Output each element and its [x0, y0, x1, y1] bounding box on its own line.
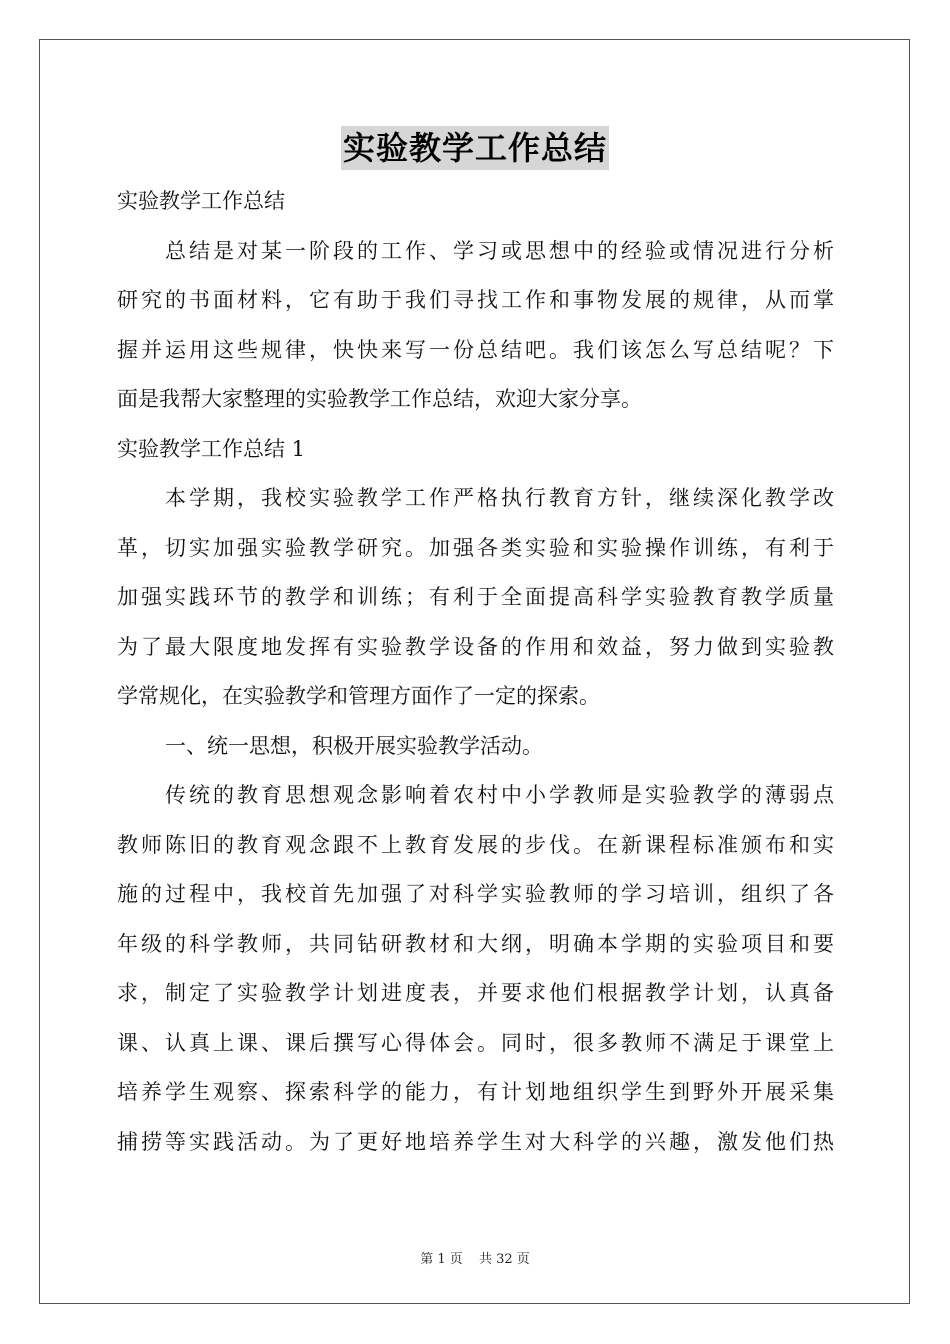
intro-line: 研究的书面材料，它有助于我们寻找工作和事物发展的规律，从而掌 [117, 288, 834, 312]
title-container [0, 126, 950, 170]
paragraph-line: 学常规化，在实验教学和管理方面作了一定的探索。 [117, 684, 600, 708]
document-title: 实验教学工作总结 [341, 126, 609, 170]
page-number: 第 1 页 [420, 1252, 463, 1267]
intro-line: 面是我帮大家整理的实验教学工作总结，欢迎大家分享。 [117, 387, 642, 411]
paragraph-line: 捕捞等实践活动。为了更好地培养学生对大科学的兴趣，激发他们热 [117, 1129, 834, 1154]
paragraph-line: 加强实践环节的教学和训练；有利于全面提高科学实验教育教学质量 [117, 585, 834, 609]
paragraph-line: 为了最大限度地发挥有实验教学设备的作用和效益，努力做到实验教 [117, 634, 834, 659]
paragraph-line: 传统的教育思想观念影响着农村中小学教师是实验教学的薄弱点 [165, 783, 834, 807]
paragraph-line: 课、认真上课、课后撰写心得体会。同时，很多教师不满足于课堂上 [117, 1030, 834, 1055]
paragraph-line: 革，切实加强实验教学研究。加强各类实验和实验操作训练，有利于 [117, 535, 834, 560]
paragraph-line: 求，制定了实验教学计划进度表，并要求他们根据教学计划，认真备 [117, 981, 834, 1005]
paragraph-line: 本学期，我校实验教学工作严格执行教育方针，继续深化教学改 [165, 486, 834, 510]
document-subtitle: 实验教学工作总结 [117, 189, 285, 213]
paragraph-line: 施的过程中，我校首先加强了对科学实验教师的学习培训，组织了各 [117, 882, 834, 906]
section-heading: 实验教学工作总结 1 [117, 436, 306, 461]
page-total: 共 32 页 [478, 1252, 530, 1267]
paragraph-line: 培养学生观察、探索科学的能力，有计划地组织学生到野外开展采集 [117, 1080, 834, 1104]
paragraph-1 [117, 474, 834, 722]
point-heading: 一、统一思想，积极开展实验教学活动。 [165, 733, 543, 758]
document-body [117, 177, 834, 1167]
intro-paragraph [117, 227, 834, 425]
paragraph-2 [117, 771, 834, 1167]
paragraph-line: 年级的科学教师，共同钻研教材和大纲，明确本学期的实验项目和要 [117, 931, 834, 956]
intro-line: 握并运用这些规律，快快来写一份总结吧。我们该怎么写总结呢？下 [117, 337, 834, 362]
intro-line: 总结是对某一阶段的工作、学习或思想中的经验或情况进行分析 [165, 238, 834, 263]
page-footer [0, 1248, 950, 1267]
paragraph-line: 教师陈旧的教育观念跟不上教育发展的步伐。在新课程标准颁布和实 [117, 832, 834, 857]
